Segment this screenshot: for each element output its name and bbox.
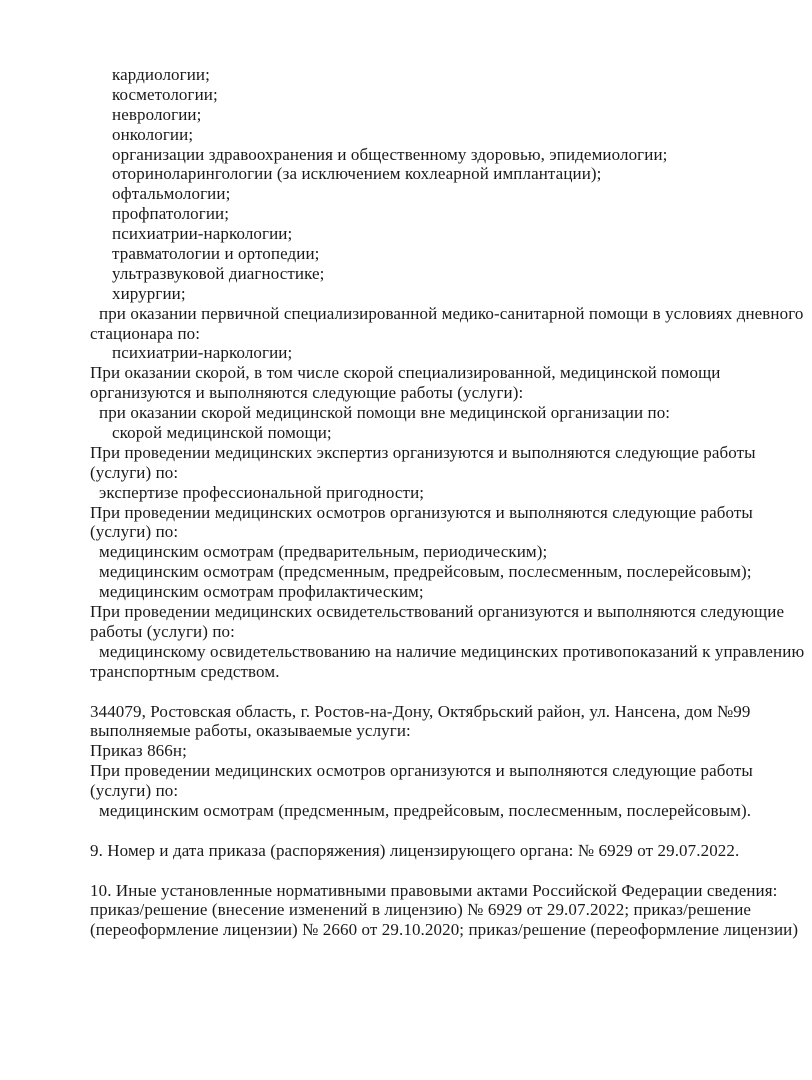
paragraph-line: организуются и выполняются следующие работы (услуги): [90, 383, 524, 403]
paragraph-line: (услуги) по: [90, 781, 179, 801]
work-condition-line: стационара по: [90, 323, 201, 343]
paragraph-line: При проведении медицинских экспертиз организуются и выполняются следующие работы [90, 442, 756, 462]
section-10-line: приказ/решение (внесение изменений в лицензию) № 6929 от 29.07.2022; приказ/решение [90, 900, 752, 920]
work-item-line: психиатрии-наркологии; [112, 224, 293, 244]
paragraph-line: При проведении медицинских осмотров организуются и выполняются следующие работы [90, 502, 753, 522]
section-9-line: 9. Номер и дата приказа (распоряжения) лицензирующего органа: № 6929 от 29.07.2022. [90, 840, 740, 860]
paragraph-line: При оказании скорой, в том числе скорой специализированной, медицинской помощи [90, 363, 721, 383]
work-item-line: оториноларингологии (за исключением кохлеарной имплантации); [112, 164, 602, 184]
work-item-line: экспертизе профессиональной пригодности; [99, 482, 425, 502]
section-10-line: (переоформление лицензии) № 2660 от 29.10.2020; приказ/решение (переоформление лицензии) [90, 920, 799, 940]
blank-line [0, 861, 812, 881]
work-item-line: неврологии; [112, 104, 202, 124]
paragraph-line: (услуги) по: [90, 522, 179, 542]
blank-line [0, 682, 812, 702]
work-item-line: медицинскому освидетельствованию на наличие медицинских противопоказаний к управлению [99, 641, 805, 661]
work-item-line: профпатологии; [112, 204, 230, 224]
work-item-line: ультразвуковой диагностике; [112, 263, 325, 283]
work-item-line: скорой медицинской помощи; [112, 423, 332, 443]
paragraph-line: При проведении медицинских освидетельствований организуются и выполняются следующие [90, 602, 785, 622]
work-item-line: косметологии; [112, 84, 218, 104]
work-item-line: психиатрии-наркологии; [112, 343, 293, 363]
work-item-line: медицинским осмотрам (предсменным, предрейсовым, послесменным, послерейсовым); [99, 562, 752, 582]
paragraph-line: выполняемые работы, оказываемые услуги: [90, 721, 411, 741]
work-item-line: транспортным средством. [90, 661, 280, 681]
order-number-line: Приказ 866н; [90, 741, 187, 761]
work-condition-line: при оказании первичной специализированной медико-санитарной помощи в условиях дневного [99, 303, 804, 323]
address-line: 344079, Ростовская область, г. Ростов-на-Дону, Октябрьский район, ул. Нансена, дом №99 [90, 701, 751, 721]
paragraph-line: (услуги) по: [90, 462, 179, 482]
work-item-line: онкологии; [112, 124, 194, 144]
work-item-line: хирургии; [112, 283, 186, 303]
work-item-line: медицинским осмотрам профилактическим; [99, 582, 424, 602]
work-item-line: медицинским осмотрам (предсменным, предрейсовым, послесменным, послерейсовым). [99, 800, 752, 820]
work-condition-line: при оказании скорой медицинской помощи вне медицинской организации по: [99, 403, 671, 423]
work-item-line: кардиологии; [112, 65, 210, 84]
paragraph-line: При проведении медицинских осмотров организуются и выполняются следующие работы [90, 761, 753, 781]
work-item-line: офтальмологии; [112, 184, 231, 204]
section-10-line: 10. Иные установленные нормативными правовыми актами Российской Федерации сведения: [90, 880, 778, 900]
blank-line [0, 821, 812, 841]
work-item-line: медицинским осмотрам (предварительным, периодическим); [99, 542, 548, 562]
paragraph-line: работы (услуги) по: [90, 621, 235, 641]
work-item-line: организации здравоохранения и общественному здоровью, эпидемиологии; [112, 144, 668, 164]
work-item-line: травматологии и ортопедии; [112, 244, 320, 264]
